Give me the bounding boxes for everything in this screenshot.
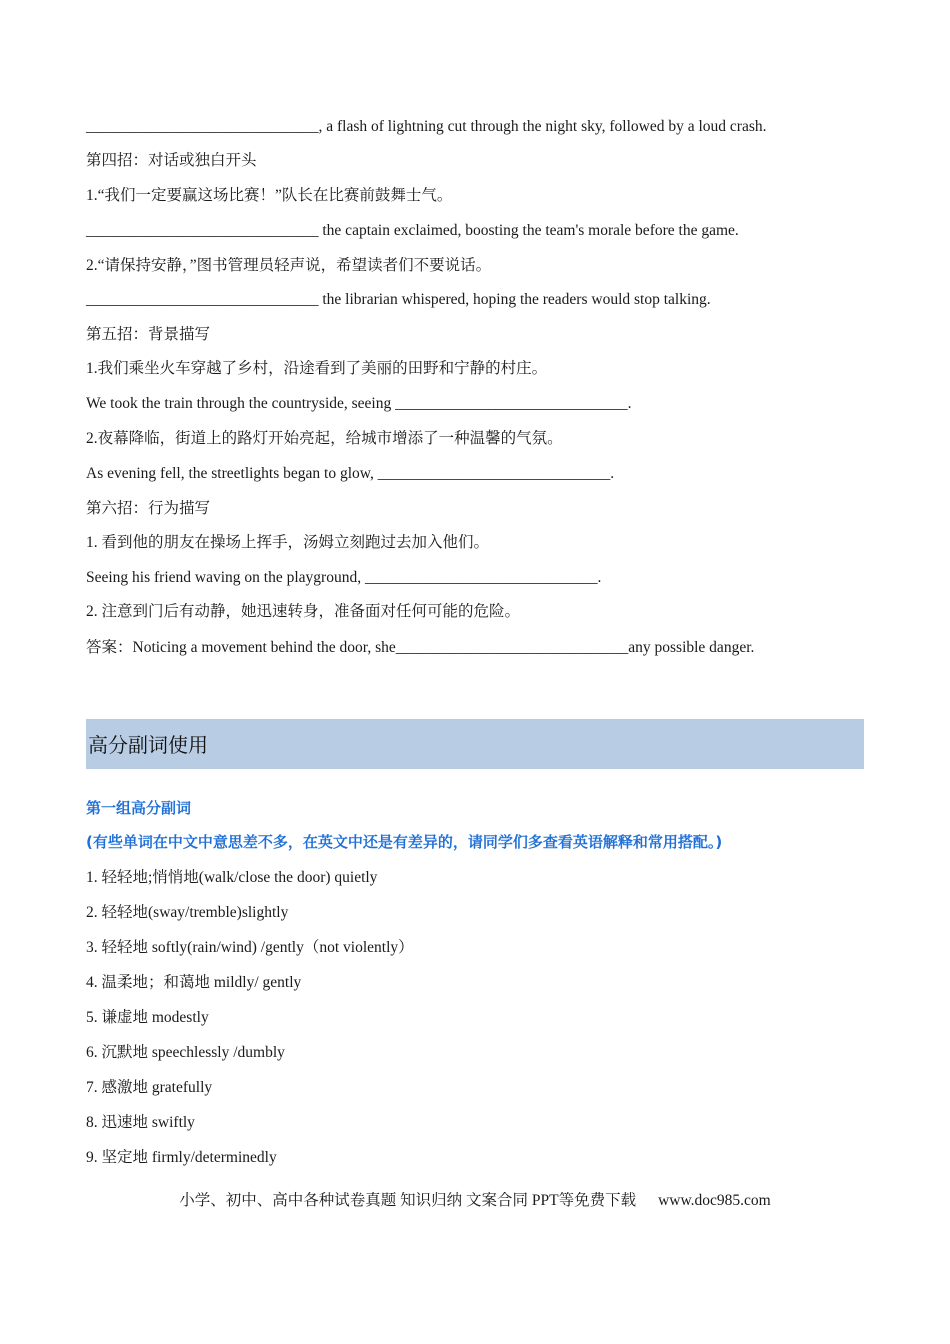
exercise-prompt: 2.夜幕降临，街道上的路灯开始亮起，给城市增添了一种温馨的气氛。 (86, 430, 563, 447)
exercise-prompt: 1.“我们一定要赢这场比赛！”队长在比赛前鼓舞士气。 (86, 187, 453, 204)
adverb-item: 1. 轻轻地;悄悄地(walk/close the door) quietly (86, 869, 378, 886)
exercise-line: Seeing his friend waving on the playground, ______________________________. (86, 569, 602, 586)
section-header-bar (86, 719, 864, 769)
page-footer (0, 1191, 950, 1211)
exercise-prompt: 1.我们乘坐火车穿越了乡村，沿途看到了美丽的田野和宁静的村庄。 (86, 360, 548, 377)
exercise-line: ______________________________ the librarian whispered, hoping the readers would stop talking. (86, 291, 711, 308)
footer-text: 小学、初中、高中各种试卷真题 知识归纳 文案合同 PPT等免费下载 (179, 1192, 637, 1209)
exercise-line: ______________________________ the captain exclaimed, boosting the team's morale before the game. (86, 222, 739, 239)
adverb-item: 7. 感激地 gratefully (86, 1079, 213, 1096)
group-title: 第一组高分副词 (86, 799, 192, 817)
adverb-item: 8. 迅速地 swiftly (86, 1114, 195, 1131)
adverb-item: 9. 坚定地 firmly/determinedly (86, 1149, 277, 1166)
technique-heading: 第五招：背景描写 (86, 326, 211, 343)
section-title: 高分副词使用 (88, 733, 208, 757)
adverb-item: 2. 轻轻地(sway/tremble)slightly (86, 904, 289, 921)
exercise-prompt: 2.“请保持安静，”图书管理员轻声说，希望读者们不要说话。 (86, 257, 492, 274)
exercise-prompt: 2. 注意到门后有动静，她迅速转身，准备面对任何可能的危险。 (86, 603, 521, 620)
adverb-item: 4. 温柔地；和蔼地 mildly/ gently (86, 974, 302, 991)
exercise-prompt: 1. 看到他的朋友在操场上挥手，汤姆立刻跑过去加入他们。 (86, 534, 490, 551)
technique-heading: 第四招：对话或独白开头 (86, 152, 257, 169)
exercise-line: As evening fell, the streetlights began to glow, ______________________________. (86, 465, 615, 482)
technique-heading: 第六招：行为描写 (86, 500, 211, 517)
exercise-line: We took the train through the countryside, seeing ______________________________. (86, 395, 632, 412)
exercise-line: ______________________________, a flash of lightning cut through the night sky, followed by a loud crash. (86, 118, 767, 135)
group-note: (有些单词在中文中意思差不多，在英文中还是有差异的，请同学们多查看英语解释和常用搭配。) (86, 833, 723, 851)
adverb-item: 3. 轻轻地 softly(rain/wind) /gently（not violently） (86, 939, 414, 956)
adverb-item: 5. 谦虚地 modestly (86, 1009, 209, 1026)
footer-site-link[interactable]: www.doc985.com (658, 1192, 771, 1209)
adverb-item: 6. 沉默地 speechlessly /dumbly (86, 1044, 285, 1061)
answer-line: 答案：Noticing a movement behind the door, she______________________________any possible danger. (86, 639, 755, 656)
